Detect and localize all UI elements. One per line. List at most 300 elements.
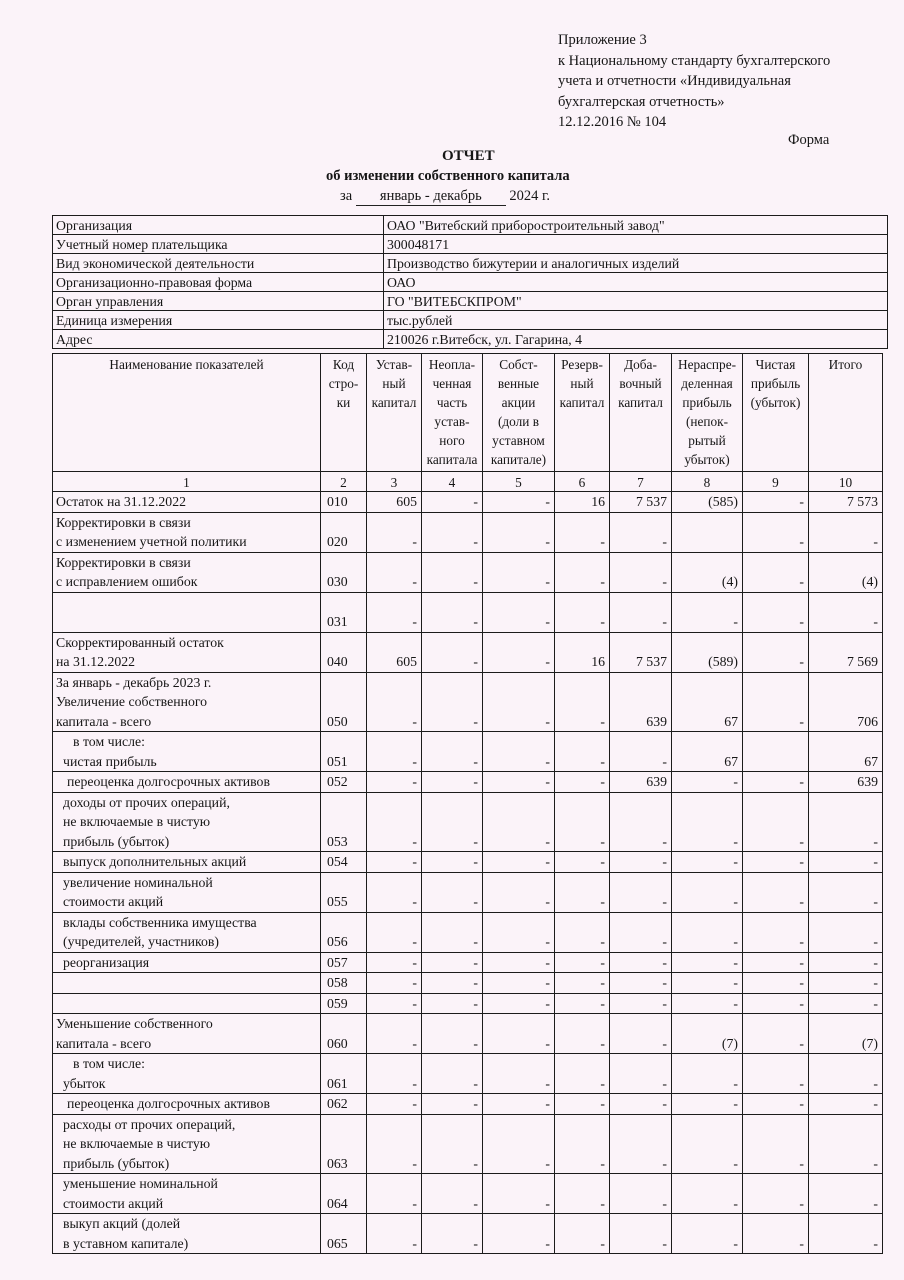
cell-value: - [610, 1094, 672, 1115]
column-header [809, 354, 883, 472]
cell-value: - [672, 973, 743, 994]
cell-value: - [555, 852, 610, 873]
cell-value: - [610, 852, 672, 873]
cell-value: - [809, 872, 883, 912]
cell-value: - [422, 792, 483, 852]
appendix-header [558, 30, 830, 133]
row-code: 010 [321, 492, 367, 513]
cell-value: - [809, 912, 883, 952]
row-code: 056 [321, 912, 367, 952]
info-label: Адрес [53, 330, 384, 349]
row-code: 050 [321, 672, 367, 732]
cell-value: (7) [672, 1014, 743, 1054]
column-header [367, 354, 422, 472]
cell-value: - [422, 1094, 483, 1115]
info-row [53, 216, 888, 235]
cell-value: - [610, 872, 672, 912]
row-name-line: в уставном капитале) [63, 1235, 189, 1251]
cell-value: 16 [555, 632, 610, 672]
cell-value: 639 [809, 772, 883, 793]
cell-value: 67 [672, 672, 743, 732]
row-code: 054 [321, 852, 367, 873]
cell-value: - [672, 912, 743, 952]
row-code: 031 [321, 592, 367, 632]
cell-value: - [367, 552, 422, 592]
info-value: ГО "ВИТЕБСКПРОМ" [384, 292, 888, 311]
row-name-line: стоимости акций [63, 1195, 164, 1211]
row-name [53, 792, 321, 852]
row-code: 053 [321, 792, 367, 852]
cell-value: - [367, 672, 422, 732]
cell-value: - [672, 1174, 743, 1214]
info-value: ОАО [384, 273, 888, 292]
info-value: Производство бижутерии и аналогичных изделий [384, 254, 888, 273]
cell-value: - [610, 973, 672, 994]
cell-value: - [367, 792, 422, 852]
cell-value: - [367, 512, 422, 552]
row-name-line: выкуп акций (долей [63, 1216, 181, 1231]
row-code: 060 [321, 1014, 367, 1054]
table-row [53, 792, 883, 852]
row-name-line: Скорректированный остаток [56, 634, 224, 650]
column-header-line: (убыток) [750, 395, 801, 410]
column-header-line: капитале) [490, 452, 547, 467]
cell-value: - [555, 552, 610, 592]
table-row [53, 592, 883, 632]
table-row [53, 1094, 883, 1115]
cell-value: - [483, 492, 555, 513]
report-subtitle: об изменении собственного капитала [326, 168, 570, 184]
cell-value: 67 [672, 732, 743, 772]
row-name-line: переоценка долгосрочных активов [67, 774, 270, 789]
row-name-line: Остаток на 31.12.2022 [56, 494, 186, 509]
table-row [53, 1174, 883, 1214]
cell-value: - [367, 592, 422, 632]
table-row [53, 1214, 883, 1254]
cell-value: - [555, 1114, 610, 1174]
cell-value: - [743, 1214, 809, 1254]
column-header-row [53, 354, 883, 472]
column-header-line: (непок- [685, 414, 729, 429]
cell-value: (4) [672, 552, 743, 592]
row-name-line: в том числе: [73, 734, 145, 749]
row-name-line [56, 994, 317, 1014]
column-header-line: убыток) [684, 452, 730, 467]
column-header [672, 354, 743, 472]
cell-value: - [422, 1174, 483, 1214]
column-number: 10 [809, 472, 883, 492]
row-name-line: выпуск дополнительных акций [63, 854, 247, 869]
cell-value: - [367, 993, 422, 1014]
cell-value: - [809, 1174, 883, 1214]
table-row [53, 1114, 883, 1174]
column-header [321, 354, 367, 472]
row-code: 057 [321, 952, 367, 973]
row-name-line: доходы от прочих операций, [63, 794, 230, 810]
cell-value: - [367, 872, 422, 912]
table-row [53, 772, 883, 793]
column-header-line: уставном [492, 433, 545, 448]
column-header-line: ный [570, 376, 594, 391]
row-name-line: прибыль (убыток) [63, 1155, 170, 1171]
period-months: январь - декабрь [356, 188, 506, 206]
table-row [53, 512, 883, 552]
row-name [53, 632, 321, 672]
cell-value: (585) [672, 492, 743, 513]
column-header-line: капитал [559, 395, 605, 410]
cell-value: - [743, 772, 809, 793]
row-code: 059 [321, 993, 367, 1014]
row-name-line: Увеличение собственного [56, 694, 208, 709]
row-name-line: на 31.12.2022 [56, 654, 136, 669]
row-name-line: капитала - всего [56, 1035, 152, 1051]
table-row [53, 492, 883, 513]
table-row [53, 1054, 883, 1094]
row-code: 051 [321, 732, 367, 772]
column-header-line: устав- [434, 414, 470, 429]
cell-value: - [422, 492, 483, 513]
cell-value: - [422, 772, 483, 793]
row-name-line: в том числе: [73, 1056, 145, 1071]
cell-value: - [743, 952, 809, 973]
cell-value: - [610, 1114, 672, 1174]
cell-value: - [555, 1054, 610, 1094]
cell-value: - [610, 1054, 672, 1094]
cell-value [743, 732, 809, 772]
cell-value: - [672, 1054, 743, 1094]
info-label: Орган управления [53, 292, 384, 311]
cell-value: - [809, 792, 883, 852]
row-name [53, 552, 321, 592]
cell-value: 639 [610, 672, 672, 732]
cell-value: - [483, 952, 555, 973]
cell-value: - [743, 993, 809, 1014]
row-name [53, 492, 321, 513]
cell-value: - [422, 1114, 483, 1174]
column-header [483, 354, 555, 472]
cell-value: - [555, 872, 610, 912]
column-header-line: ченная [432, 376, 472, 391]
column-header [610, 354, 672, 472]
cell-value: - [483, 1054, 555, 1094]
cell-value: - [367, 772, 422, 793]
cell-value: - [367, 1094, 422, 1115]
row-name-line [56, 612, 317, 632]
row-name [53, 1014, 321, 1054]
info-row [53, 292, 888, 311]
info-row [53, 235, 888, 254]
cell-value: - [483, 592, 555, 632]
cell-value: - [483, 1014, 555, 1054]
column-header-line: деленная [681, 376, 733, 391]
cell-value: - [422, 993, 483, 1014]
cell-value: - [367, 912, 422, 952]
appendix-line: бухгалтерская отчетность» [558, 93, 725, 110]
cell-value: - [743, 672, 809, 732]
column-header-line: Итого [828, 357, 863, 372]
cell-value: - [422, 1214, 483, 1254]
cell-value: - [555, 952, 610, 973]
column-header [53, 354, 321, 472]
cell-value: - [809, 592, 883, 632]
row-name [53, 1114, 321, 1174]
column-header-line: акции [501, 395, 536, 410]
cell-value: - [367, 732, 422, 772]
appendix-line: учета и отчетности «Индивидуальная [558, 73, 791, 89]
table-row [53, 1014, 883, 1054]
cell-value: - [555, 993, 610, 1014]
cell-value: - [743, 512, 809, 552]
column-number: 4 [422, 472, 483, 492]
cell-value: - [743, 592, 809, 632]
table-row [53, 973, 883, 994]
cell-value: - [610, 1014, 672, 1054]
cell-value: - [422, 632, 483, 672]
cell-value: - [422, 1014, 483, 1054]
cell-value: - [483, 1214, 555, 1254]
cell-value: (589) [672, 632, 743, 672]
cell-value: - [555, 1214, 610, 1254]
row-name-line: Уменьшение собственного [56, 1016, 213, 1031]
column-header-line: Собст- [499, 357, 538, 372]
row-name-line [56, 973, 317, 993]
cell-value: 16 [555, 492, 610, 513]
row-name-line: не включаемые в чистую [63, 814, 211, 829]
cell-value: - [367, 1174, 422, 1214]
cell-value: - [610, 1214, 672, 1254]
row-name [53, 973, 321, 994]
cell-value: - [743, 912, 809, 952]
row-code: 061 [321, 1054, 367, 1094]
cell-value: - [555, 1014, 610, 1054]
row-name [53, 732, 321, 772]
row-name-line: не включаемые в чистую [63, 1136, 211, 1151]
column-header-line: Доба- [624, 357, 657, 372]
column-number: 3 [367, 472, 422, 492]
appendix-line: 12.12.2016 № 104 [558, 114, 667, 130]
row-name [53, 852, 321, 873]
info-row [53, 311, 888, 330]
cell-value: - [555, 1094, 610, 1115]
cell-value: - [422, 1054, 483, 1094]
cell-value: - [483, 792, 555, 852]
info-label: Организация [53, 216, 384, 235]
cell-value: 67 [809, 732, 883, 772]
cell-value: - [483, 552, 555, 592]
row-name-line: капитала - всего [56, 713, 152, 729]
cell-value: - [422, 732, 483, 772]
cell-value: - [483, 852, 555, 873]
cell-value: - [555, 672, 610, 732]
cell-value: - [610, 993, 672, 1014]
cell-value: - [483, 732, 555, 772]
column-header [743, 354, 809, 472]
row-code: 020 [321, 512, 367, 552]
cell-value: - [809, 1094, 883, 1115]
column-header-line: (доли в [497, 414, 540, 429]
table-row [53, 852, 883, 873]
column-header-line: Нераспре- [677, 357, 737, 372]
cell-value: - [367, 1214, 422, 1254]
cell-value: - [555, 792, 610, 852]
column-header-line: Неопла- [428, 357, 476, 372]
row-code: 030 [321, 552, 367, 592]
cell-value: - [483, 1174, 555, 1214]
cell-value: - [483, 772, 555, 793]
cell-value: - [743, 852, 809, 873]
info-value: 300048171 [384, 235, 888, 254]
cell-value: 7 537 [610, 632, 672, 672]
cell-value: - [555, 772, 610, 793]
cell-value: - [809, 852, 883, 873]
column-header-line: часть [436, 395, 468, 410]
cell-value: 605 [367, 492, 422, 513]
cell-value: - [422, 592, 483, 632]
row-name-line: убыток [63, 1075, 106, 1091]
cell-value: - [809, 993, 883, 1014]
cell-value: - [483, 632, 555, 672]
appendix-line: к Национальному стандарту бухгалтерского [558, 52, 831, 69]
column-header-line: прибыль [682, 395, 732, 410]
cell-value: - [672, 1114, 743, 1174]
period-prefix: за [340, 188, 353, 204]
cell-value: - [483, 973, 555, 994]
cell-value: 7 573 [809, 492, 883, 513]
cell-value: - [367, 973, 422, 994]
column-number: 2 [321, 472, 367, 492]
cell-value: - [672, 952, 743, 973]
column-header [422, 354, 483, 472]
cell-value: - [743, 1054, 809, 1094]
row-code: 055 [321, 872, 367, 912]
info-row [53, 254, 888, 273]
cell-value: - [367, 1014, 422, 1054]
row-code: 058 [321, 973, 367, 994]
cell-value: - [672, 993, 743, 1014]
row-name-line: Корректировки в связи [56, 554, 191, 570]
cell-value: - [422, 872, 483, 912]
cell-value: - [610, 512, 672, 552]
info-row [53, 273, 888, 292]
row-name-line: вклады собственника имущества [63, 914, 257, 930]
cell-value: - [483, 512, 555, 552]
row-name [53, 512, 321, 552]
row-name [53, 672, 321, 732]
row-code: 040 [321, 632, 367, 672]
appendix-line: Приложение 3 [558, 32, 647, 48]
cell-value: - [555, 973, 610, 994]
cell-value: - [483, 993, 555, 1014]
equity-changes-table [52, 353, 883, 1254]
cell-value: - [672, 872, 743, 912]
cell-value: - [422, 852, 483, 873]
row-name [53, 1214, 321, 1254]
row-code: 065 [321, 1214, 367, 1254]
cell-value: - [809, 512, 883, 552]
cell-value: - [610, 552, 672, 592]
row-name-line: с изменением учетной политики [56, 534, 247, 549]
cell-value: - [743, 1014, 809, 1054]
row-name [53, 1094, 321, 1115]
info-value: ОАО "Витебский приборостроительный завод" [384, 216, 888, 235]
cell-value: - [483, 672, 555, 732]
cell-value: - [743, 872, 809, 912]
column-number: 1 [53, 472, 321, 492]
cell-value: 7 569 [809, 632, 883, 672]
cell-value: - [743, 552, 809, 592]
cell-value: 639 [610, 772, 672, 793]
cell-value: 605 [367, 632, 422, 672]
cell-value: 706 [809, 672, 883, 732]
table-row [53, 732, 883, 772]
column-number: 6 [555, 472, 610, 492]
cell-value: - [610, 592, 672, 632]
cell-value [672, 512, 743, 552]
cell-value: - [367, 852, 422, 873]
cell-value: - [610, 912, 672, 952]
cell-value: - [809, 1114, 883, 1174]
cell-value: - [367, 952, 422, 973]
column-number: 8 [672, 472, 743, 492]
row-name-line: прибыль (убыток) [63, 833, 170, 849]
form-label: Форма [788, 132, 830, 148]
cell-value: - [809, 1054, 883, 1094]
column-number: 5 [483, 472, 555, 492]
cell-value: - [610, 1174, 672, 1214]
table-row [53, 672, 883, 732]
row-name-line [56, 593, 317, 613]
column-header-line: капитал [618, 395, 663, 410]
row-code: 064 [321, 1174, 367, 1214]
row-name [53, 1174, 321, 1214]
column-header-line: прибыль [750, 376, 801, 391]
cell-value: - [743, 1114, 809, 1174]
period-year: 2024 г. [509, 188, 550, 204]
row-name-line: с исправлением ошибок [56, 574, 198, 589]
report-title: ОТЧЕТ [442, 148, 495, 164]
cell-value: 7 537 [610, 492, 672, 513]
info-label: Вид экономической деятельности [53, 254, 384, 273]
info-row [53, 330, 888, 349]
column-header-line: рытый [688, 433, 726, 448]
cell-value: - [483, 1114, 555, 1174]
cell-value: - [610, 792, 672, 852]
cell-value: - [743, 632, 809, 672]
cell-value: - [610, 952, 672, 973]
cell-value: - [367, 1054, 422, 1094]
cell-value: - [809, 1214, 883, 1254]
column-header [555, 354, 610, 472]
column-header-line: венные [497, 376, 540, 391]
column-header-line: стро- [328, 376, 359, 391]
info-value: тыс.рублей [384, 311, 888, 330]
table-row [53, 552, 883, 592]
cell-value: - [422, 512, 483, 552]
cell-value: - [809, 952, 883, 973]
row-name-line: Корректировки в связи [56, 514, 191, 530]
row-name-line: уменьшение номинальной [63, 1176, 218, 1191]
cell-value: - [555, 1174, 610, 1214]
table-row [53, 952, 883, 973]
column-header-line: ки [336, 395, 351, 410]
cell-value: - [743, 492, 809, 513]
table-row [53, 872, 883, 912]
row-name-line: чистая прибыль [63, 753, 157, 769]
column-header-line: капитал [371, 395, 417, 410]
report-period [340, 188, 550, 206]
table-row [53, 632, 883, 672]
column-header-line: ного [439, 433, 465, 448]
